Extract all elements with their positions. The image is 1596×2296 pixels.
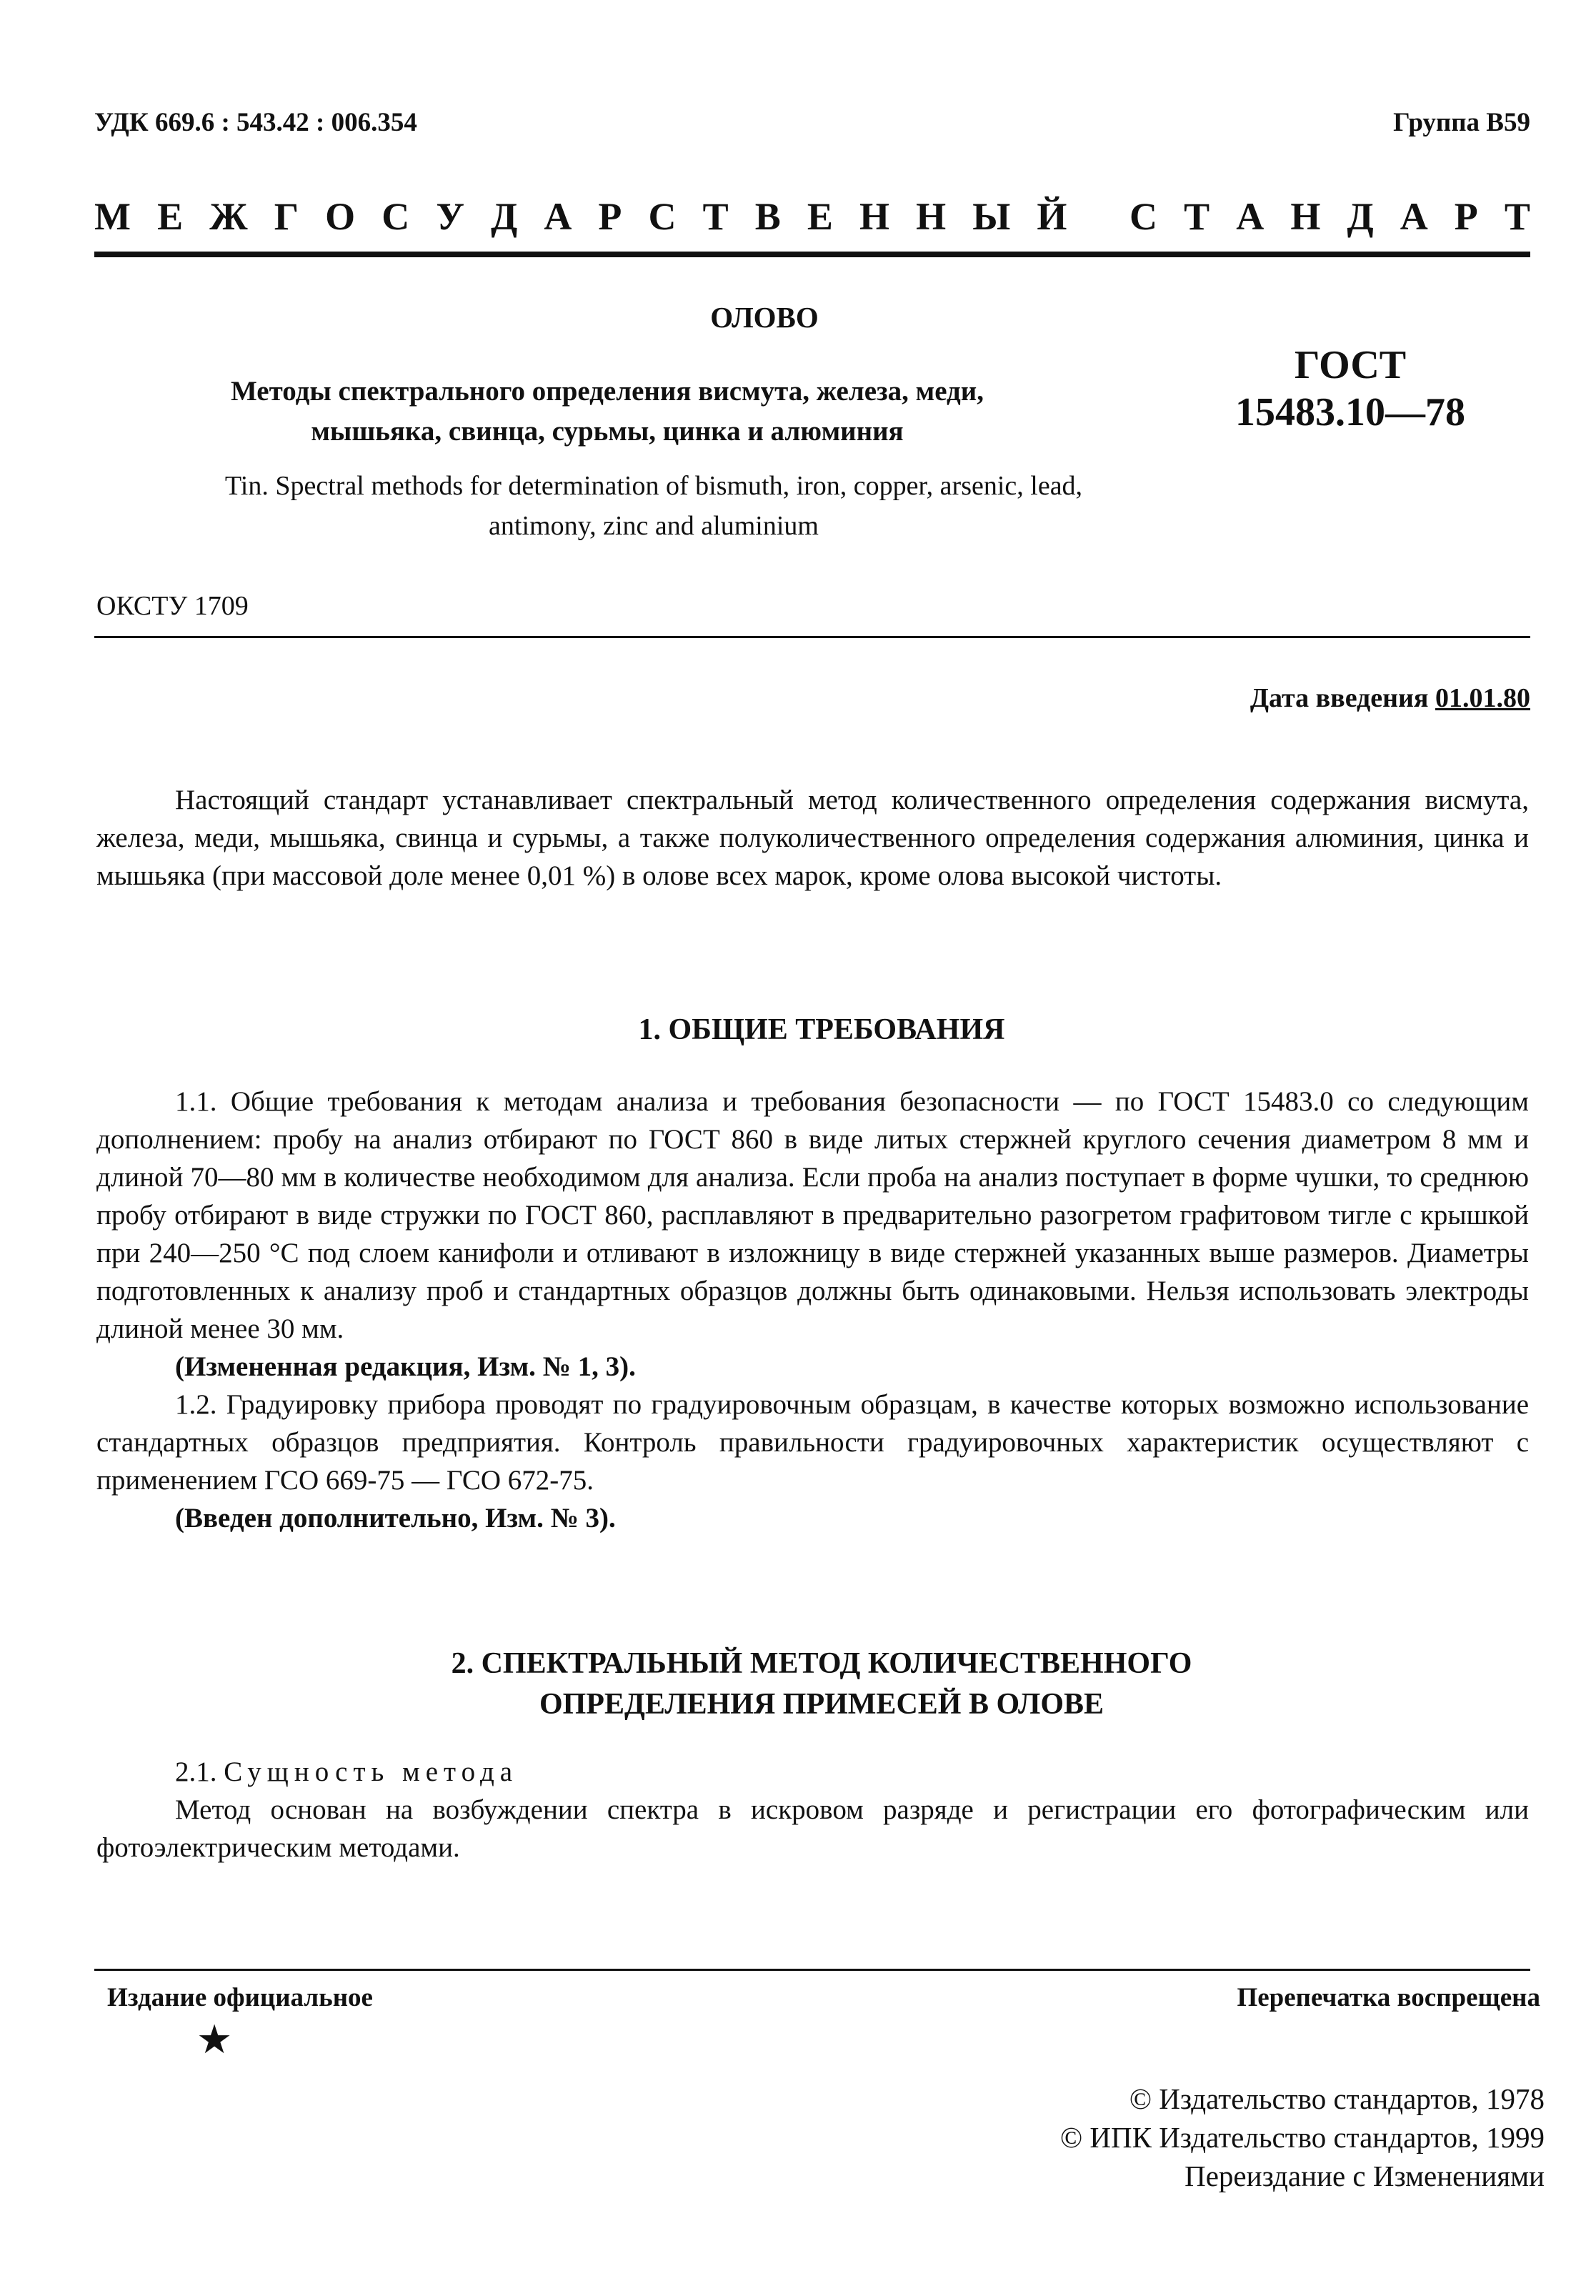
- section-2-body: [96, 1753, 1529, 1867]
- title-letter: Ы: [972, 195, 1011, 238]
- clause-2-1-text: Метод основан на возбуждении спектра в искровом разряде и регистрации его фотографическим или фотоэлектрическим методами.: [96, 1794, 1529, 1863]
- date-label: Дата введения: [1250, 683, 1429, 713]
- copyright-line-3: Переиздание с Изменениями: [1184, 2160, 1545, 2192]
- clause-1-1: 1.1. Общие требования к методам анализа и требования безопасности — по ГОСТ 15483.0 со следующим дополнением: пробу на анализ отбирают по ГОСТ 860 в виде литых стержней круглого сечения диаметром 8 мм и длиной 70—80 мм в количестве необходимом для анализа. Если проба на анализ поступает в форме чушки, то среднюю пробу отбирают в виде стружки по ГОСТ 860, расплавляют в предварительно разогретом графитовом тигле с крышкой при 240—250 °С под слоем канифоли и отливают в изложницу в виде стержней указанных выше размеров. Диаметры подготовленных к анализу проб и стандартных образцов должны быть одинаковыми. Нельзя использовать электроды длиной менее 30 мм.: [96, 1086, 1529, 1344]
- title-letter: М: [94, 195, 131, 238]
- section-2-heading-line-2: ОПРЕДЕЛЕНИЯ ПРИМЕСЕЙ В ОЛОВЕ: [539, 1688, 1104, 1721]
- interstate-standard-title: [94, 194, 1530, 239]
- english-title: [143, 466, 1164, 546]
- clause-2-1-number: 2.1.: [175, 1756, 217, 1787]
- section-2-heading: [143, 1644, 1500, 1725]
- title-letter: Г: [274, 195, 299, 238]
- gost-code: 15483.10—78: [1235, 390, 1465, 434]
- copyright-line-1: © Издательство стандартов, 1978: [1129, 2082, 1545, 2115]
- title-rule: [94, 636, 1530, 638]
- document-title: ОЛОВО: [710, 301, 819, 334]
- title-letter: Е: [157, 195, 184, 238]
- title-letter: С: [1129, 195, 1158, 238]
- title-letter: О: [325, 195, 356, 238]
- group-code: Группа В59: [1393, 108, 1530, 137]
- official-edition: Издание официальное: [107, 1983, 373, 2012]
- star-icon: ★: [196, 2018, 233, 2062]
- clause-2-1-heading: Сущность метода: [224, 1756, 519, 1787]
- title-letter: Р: [598, 195, 622, 238]
- intro-paragraph: [96, 781, 1529, 895]
- title-letter: Р: [1454, 195, 1478, 238]
- intro-text: Настоящий стандарт устанавливает спектральный метод количественного определения содержания висмута, железа, меди, мышьяка, свинца и сурьмы, а также полуколичественного определения содержания алюминия, цинка и мышьяка (при массовой доле менее 0,01 %) в олове всех марок, кроме олова высокой чистоты.: [96, 785, 1529, 891]
- title-letter: А: [1400, 195, 1428, 238]
- amendment-note-1: (Измененная редакция, Изм. № 1, 3).: [175, 1351, 636, 1382]
- document-subtitle: [143, 372, 1072, 452]
- gost-label: ГОСТ: [1294, 343, 1407, 387]
- section-1-body: [96, 1083, 1529, 1537]
- title-letter: Т: [702, 195, 729, 238]
- okstu-code: ОКСТУ 1709: [96, 591, 249, 621]
- title-letter: В: [754, 195, 781, 238]
- clause-2-1-title: [96, 1753, 1529, 1791]
- date-value: 01.01.80: [1435, 683, 1530, 713]
- english-line-2: antimony, zinc and aluminium: [489, 511, 819, 541]
- title-letter: С: [381, 195, 410, 238]
- title-letter: Н: [859, 195, 889, 238]
- section-2-heading-line-1: 2. СПЕКТРАЛЬНЫЙ МЕТОД КОЛИЧЕСТВЕННОГО: [451, 1647, 1192, 1680]
- copyright-line-2: © ИПК Издательство стандартов, 1999: [1059, 2121, 1545, 2154]
- title-letter: У: [436, 195, 464, 238]
- section-1-heading: 1. ОБЩИЕ ТРЕБОВАНИЯ: [638, 1013, 1005, 1046]
- udk-code: УДК 669.6 : 543.42 : 006.354: [94, 108, 417, 137]
- title-letter: Е: [807, 195, 833, 238]
- clause-1-2: 1.2. Градуировку прибора проводят по градуировочным образцам, в качестве которых возможно использование стандартных образцов предприятия. Контроль правильности градуировочных характеристик осуществляют с применением ГСО 669-75 — ГСО 672-75.: [96, 1389, 1529, 1496]
- introduction-date: [1250, 682, 1530, 714]
- title-letter: А: [1236, 195, 1265, 238]
- title-letter: А: [544, 195, 572, 238]
- title-letter: С: [648, 195, 677, 238]
- subtitle-line-1: Методы спектрального определения висмута, железа, меди,: [230, 376, 984, 407]
- footer-rule: [94, 1969, 1530, 1971]
- amendment-note-2: (Введен дополнительно, Изм. № 3).: [175, 1503, 616, 1534]
- title-letter: Ж: [209, 195, 248, 238]
- english-line-1: Tin. Spectral methods for determination of bismuth, iron, copper, arsenic, lead,: [224, 471, 1083, 501]
- gost-number: [1207, 342, 1493, 436]
- title-letter: [1093, 194, 1103, 239]
- title-letter: Й: [1037, 195, 1067, 238]
- subtitle-line-2: мышьяка, свинца, сурьмы, цинка и алюминия: [311, 416, 904, 447]
- title-letter: Д: [491, 195, 518, 238]
- title-letter: Н: [916, 195, 947, 238]
- title-letter: Д: [1347, 195, 1374, 238]
- title-letter: Т: [1504, 195, 1530, 238]
- copyright-block: [1060, 2079, 1545, 2195]
- reprint-prohibited: Перепечатка воспрещена: [1237, 1983, 1540, 2012]
- title-letter: Т: [1184, 195, 1210, 238]
- title-letter: Н: [1290, 195, 1321, 238]
- header-rule: [94, 252, 1530, 257]
